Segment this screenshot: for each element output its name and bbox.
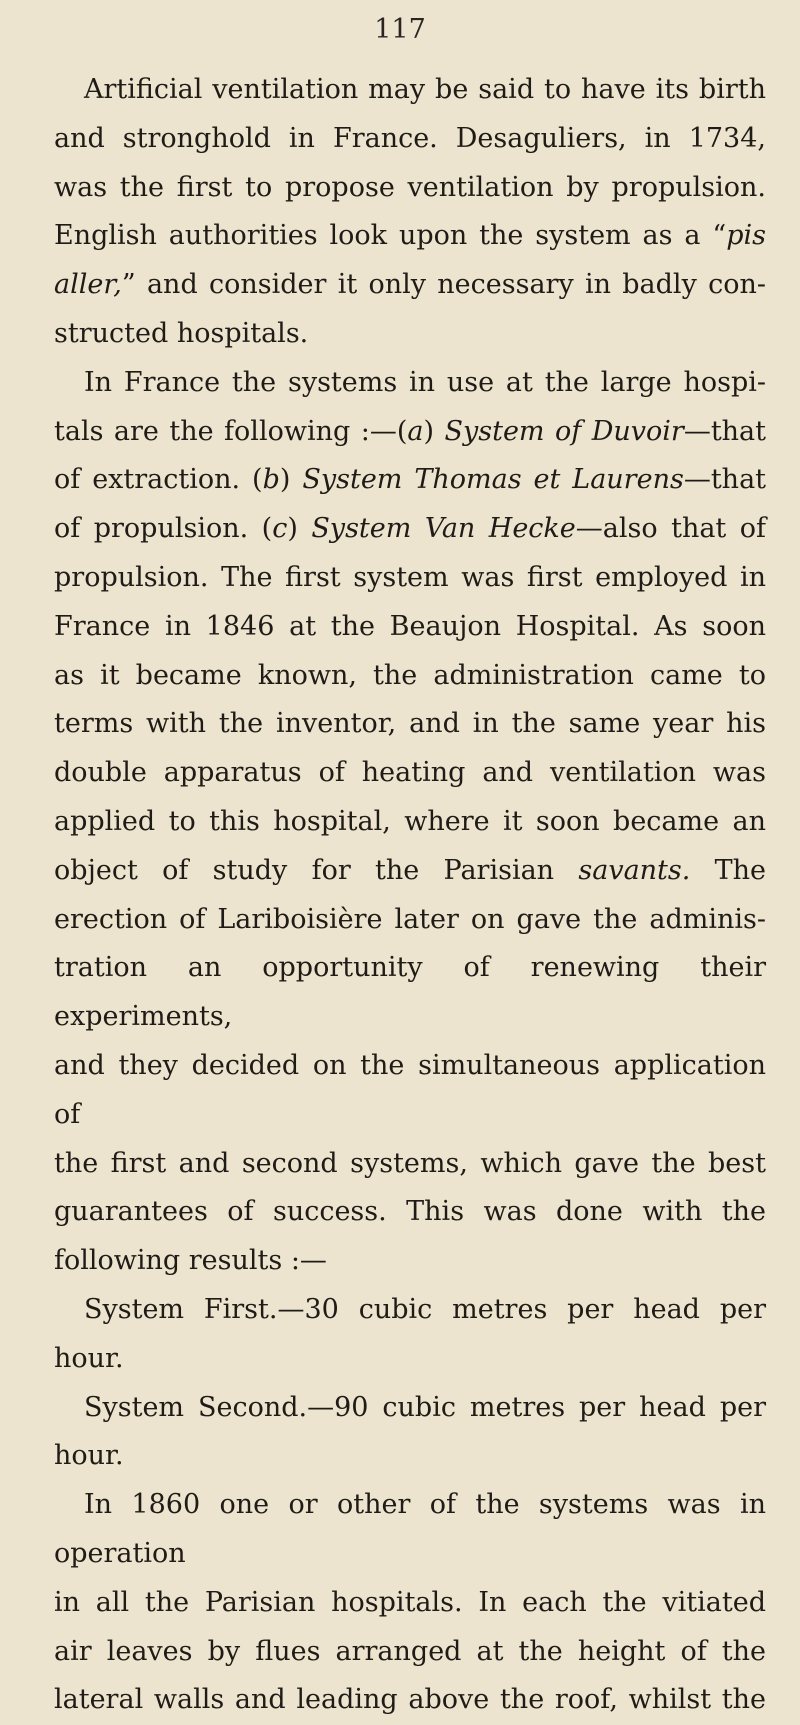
italic-text: System Van Hecke <box>311 513 576 545</box>
text-line <box>54 896 766 945</box>
text-line <box>54 944 766 1042</box>
text-run: and stronghold in France. Desaguliers, in 1734, <box>54 122 766 154</box>
text-run: tals are the following :—( <box>54 415 408 447</box>
text-run: The <box>690 854 766 886</box>
text-line <box>54 261 766 310</box>
text-run: System Second.—90 cubic metres per head per <box>84 1391 766 1423</box>
text-line <box>54 554 766 603</box>
italic-text: savants. <box>578 854 691 886</box>
text-run: —that <box>683 415 766 447</box>
text-run: structed hospitals. <box>54 317 309 349</box>
text-line <box>54 359 766 408</box>
text-run: air leaves by flues arranged at the height of the <box>54 1635 766 1667</box>
italic-text: c <box>272 513 288 545</box>
text-run: hour. <box>54 1440 124 1472</box>
text-run: of extraction. ( <box>54 464 263 496</box>
text-line <box>54 700 766 749</box>
text-line <box>54 1237 766 1286</box>
text-line <box>54 1481 766 1579</box>
text-run: double apparatus of heating and ventilation was <box>54 757 766 789</box>
text-line <box>54 1676 766 1725</box>
text-run: ” and consider it only necessary in badly con- <box>121 269 766 301</box>
text-line <box>54 1140 766 1189</box>
text-line <box>54 1384 766 1433</box>
text-line <box>54 456 766 505</box>
text-run: —also that of <box>575 513 766 545</box>
italic-text: b <box>262 464 280 496</box>
text-line <box>54 798 766 847</box>
text-run: In France the systems in use at the large hospi- <box>84 366 766 398</box>
text-run: tration an opportunity of renewing their experiments, <box>54 952 766 1033</box>
text-line <box>54 310 766 359</box>
text-run: following results :— <box>54 1245 327 1277</box>
body-text <box>54 66 766 1725</box>
text-run: guarantees of success. This was done with the <box>54 1196 766 1228</box>
text-line <box>54 66 766 115</box>
text-line <box>54 115 766 164</box>
text-line <box>54 749 766 798</box>
page-number: 117 <box>374 14 426 45</box>
italic-text: pis <box>726 220 766 252</box>
text-line <box>54 603 766 652</box>
text-run: —that <box>683 464 767 496</box>
text-line <box>54 408 766 457</box>
text-run: in all the Parisian hospitals. In each the vitiated <box>54 1586 766 1618</box>
text-line <box>54 505 766 554</box>
text-run: ) <box>423 415 445 447</box>
text-line <box>54 1628 766 1677</box>
text-run: English authorities look upon the system as a “ <box>54 220 727 252</box>
text-run: was the first to propose ventilation by propulsion. <box>54 171 766 203</box>
text-line <box>54 1579 766 1628</box>
text-run: Artificial ventilation may be said to have its birth <box>84 74 766 105</box>
text-run: In 1860 one or other of the systems was in operation <box>54 1489 766 1569</box>
text-run: ) <box>287 513 312 545</box>
text-run: propulsion. The first system was first employed in <box>54 561 766 593</box>
text-line <box>54 652 766 701</box>
text-run: as it became known, the administration came to <box>54 659 766 691</box>
text-line <box>54 1188 766 1237</box>
text-run: terms with the inventor, and in the same year his <box>54 708 766 740</box>
italic-text: a <box>407 415 424 447</box>
text-line <box>54 212 766 261</box>
text-run: ) <box>279 464 303 496</box>
text-run: erection of Lariboisière later on gave the adminis- <box>54 903 766 935</box>
text-run: System First.—30 cubic metres per head per hour. <box>54 1293 766 1374</box>
text-run: France in 1846 at the Beaujon Hospital. As soon <box>54 610 766 642</box>
text-run: the first and second systems, which gave the best <box>54 1147 766 1179</box>
text-run: object of study for the Parisian <box>54 854 579 886</box>
text-line <box>54 1432 766 1481</box>
italic-text: System Thomas et Laurens <box>302 464 684 496</box>
italic-text: aller, <box>54 269 122 301</box>
text-run: and they decided on the simultaneous application of <box>54 1049 766 1130</box>
text-run: of propulsion. ( <box>54 513 273 545</box>
text-line <box>54 1286 766 1384</box>
text-line <box>54 1042 766 1140</box>
italic-text: System of Duvoir <box>444 415 684 447</box>
text-line <box>54 847 766 896</box>
text-run: applied to this hospital, where it soon became an <box>54 805 766 837</box>
text-line <box>54 164 766 213</box>
text-run: lateral walls and leading above the roof, whilst the <box>54 1684 766 1716</box>
